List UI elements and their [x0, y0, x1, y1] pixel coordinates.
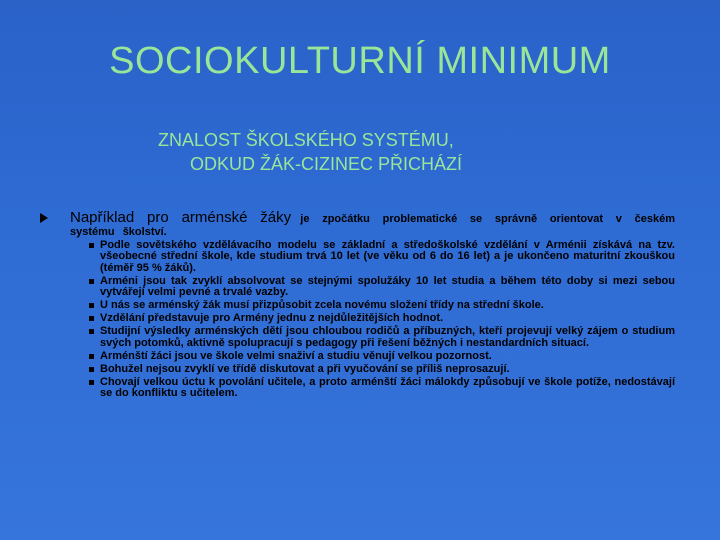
- square-bullet-icon: [89, 316, 94, 321]
- list-item-text: Arménští žáci jsou ve škole velmi snaživí a studiu věnují velkou pozornost.: [100, 349, 492, 362]
- square-bullet-icon: [89, 329, 94, 334]
- square-bullet-icon: [89, 367, 94, 372]
- slide-title: SOCIOKULTURNÍ MINIMUM: [109, 40, 611, 82]
- subtitle-line-1: ZNALOST ŠKOLSKÉHO SYSTÉMU,: [158, 130, 454, 150]
- arrow-bullet-icon: [40, 213, 48, 223]
- list-item-text: Arméni jsou tak zvyklí absolvovat se stejnými spolužáky 10 let studia a během této doby si mezi sebou vytvářejí velmi pevné a trvalé vazby.: [100, 274, 675, 298]
- square-bullet-icon: [89, 380, 94, 385]
- list-item-text: Vzdělání představuje pro Armény jednu z nejdůležitějších hodnot.: [100, 312, 444, 324]
- list-item: [40, 313, 675, 325]
- list-item-text: Podle sovětského vzdělávacího modelu se základní a středoškolské vzdělání v Arménii získává na tzv. všeobecné střední škole, kde studium trvá 10 let (ve věku od 6 do 16 let) a je ukončeno maturitní zkouškou (téměř 95 % žáků).: [100, 238, 675, 274]
- square-bullet-icon: [89, 303, 94, 308]
- list-item: [40, 300, 675, 312]
- subtitle-line-2: ODKUD ŽÁK-CIZINEC PŘICHÁZÍ: [190, 154, 463, 174]
- list-item-text: Bohužel nejsou zvyklí ve třídě diskutovat a při vyučování se příliš neprosazují.: [100, 362, 510, 375]
- list-item: [40, 276, 675, 299]
- list-item: [40, 351, 675, 363]
- list-item: [40, 377, 675, 400]
- square-bullet-icon: [89, 279, 94, 284]
- list-item: [40, 240, 675, 275]
- square-bullet-icon: [89, 243, 94, 248]
- slide-subtitle: [0, 128, 720, 176]
- list-item-text: Studijní výsledky arménských dětí jsou chloubou rodičů a příbuzných, kteří projevují velký zájem o studium svých potomků, aktivně spolupracují s pedagogy při řešení běžných i nestandardních situací.: [100, 325, 675, 349]
- list-item-text: Chovají velkou úctu k povolání učitele, a proto arménští žáci málokdy způsobují ve škole potíže, nedostávají se do konfliktu s učitelem.: [100, 375, 675, 399]
- lead-text-small: je zpočátku problematické se správně orientovat v českém systému školství.: [70, 213, 675, 238]
- lead-text-large: Například pro arménské žáky: [70, 209, 292, 226]
- list-item: [40, 326, 675, 349]
- sub-bullet-list: [40, 240, 675, 400]
- slide-content: [40, 209, 675, 400]
- lead-paragraph: [40, 209, 675, 238]
- square-bullet-icon: [89, 354, 94, 359]
- list-item: [40, 364, 675, 376]
- list-item-text: U nás se arménský žák musí přizpůsobit zcela novému složení třídy na střední škole.: [100, 299, 544, 311]
